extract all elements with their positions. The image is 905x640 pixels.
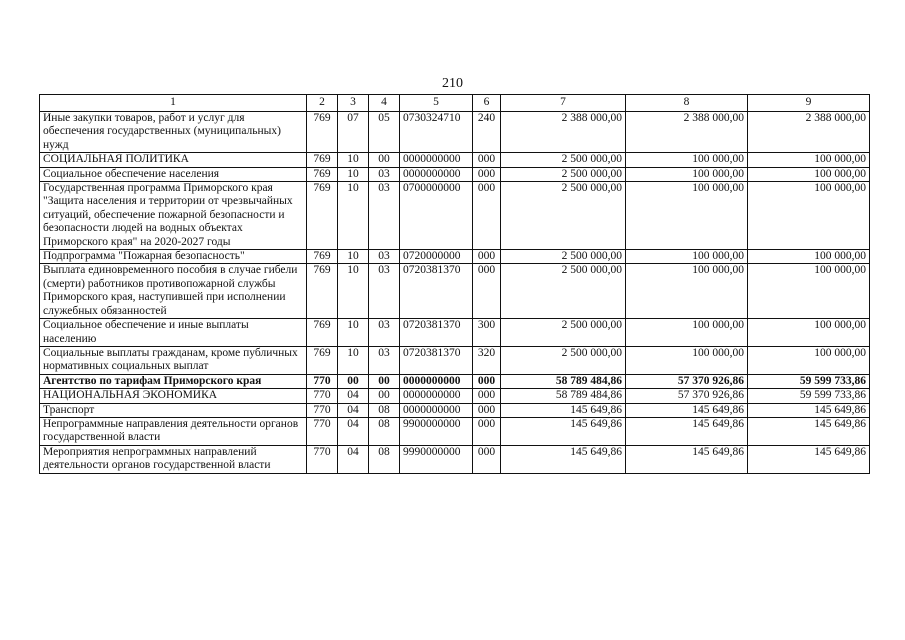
section-code: 10 xyxy=(338,167,369,181)
table-row xyxy=(40,389,870,403)
expense-type-code: 000 xyxy=(473,374,501,388)
expense-type-code: 320 xyxy=(473,346,501,374)
column-number-header xyxy=(40,95,870,112)
section-code: 07 xyxy=(338,112,369,153)
amount-year-2: 100 000,00 xyxy=(626,346,748,374)
amount-year-3: 100 000,00 xyxy=(748,153,870,167)
target-article-code: 0700000000 xyxy=(400,182,473,250)
column-header: 7 xyxy=(501,95,626,112)
budget-table xyxy=(39,94,870,474)
ministry-code: 769 xyxy=(307,167,338,181)
item-name: СОЦИАЛЬНАЯ ПОЛИТИКА xyxy=(40,153,307,167)
expense-type-code: 000 xyxy=(473,153,501,167)
target-article-code: 0730324710 xyxy=(400,112,473,153)
amount-year-1: 2 388 000,00 xyxy=(501,112,626,153)
amount-year-3: 100 000,00 xyxy=(748,346,870,374)
target-article-code: 9900000000 xyxy=(400,417,473,445)
expense-type-code: 000 xyxy=(473,389,501,403)
amount-year-3: 145 649,86 xyxy=(748,403,870,417)
amount-year-1: 2 500 000,00 xyxy=(501,319,626,347)
amount-year-2: 2 388 000,00 xyxy=(626,112,748,153)
subsection-code: 08 xyxy=(369,445,400,473)
ministry-code: 769 xyxy=(307,182,338,250)
ministry-code: 769 xyxy=(307,112,338,153)
amount-year-2: 100 000,00 xyxy=(626,319,748,347)
ministry-code: 769 xyxy=(307,346,338,374)
section-code: 04 xyxy=(338,445,369,473)
ministry-code: 769 xyxy=(307,319,338,347)
table-row xyxy=(40,153,870,167)
amount-year-1: 2 500 000,00 xyxy=(501,346,626,374)
amount-year-1: 2 500 000,00 xyxy=(501,167,626,181)
ministry-code: 769 xyxy=(307,250,338,264)
amount-year-1: 145 649,86 xyxy=(501,403,626,417)
column-header: 8 xyxy=(626,95,748,112)
ministry-code: 770 xyxy=(307,374,338,388)
subsection-code: 03 xyxy=(369,182,400,250)
subsection-code: 03 xyxy=(369,319,400,347)
ministry-code: 769 xyxy=(307,153,338,167)
amount-year-2: 100 000,00 xyxy=(626,167,748,181)
expense-type-code: 300 xyxy=(473,319,501,347)
target-article-code: 0000000000 xyxy=(400,403,473,417)
target-article-code: 0720381370 xyxy=(400,346,473,374)
amount-year-3: 100 000,00 xyxy=(748,319,870,347)
ministry-code: 770 xyxy=(307,445,338,473)
amount-year-1: 2 500 000,00 xyxy=(501,250,626,264)
item-name: Государственная программа Приморского края "Защита населения и территории от чрезвычайных ситуаций, обеспечение пожарной безопасности и безопасности людей на водных объектах Приморского края" на 2020-2027 годы xyxy=(40,182,307,250)
section-code: 04 xyxy=(338,389,369,403)
item-name: Социальное обеспечение населения xyxy=(40,167,307,181)
section-code: 10 xyxy=(338,264,369,319)
target-article-code: 0000000000 xyxy=(400,389,473,403)
target-article-code: 0000000000 xyxy=(400,374,473,388)
item-name: НАЦИОНАЛЬНАЯ ЭКОНОМИКА xyxy=(40,389,307,403)
item-name: Непрограммные направления деятельности органов государственной власти xyxy=(40,417,307,445)
item-name: Мероприятия непрограммных направлений деятельности органов государственной власти xyxy=(40,445,307,473)
amount-year-3: 100 000,00 xyxy=(748,250,870,264)
amount-year-3: 59 599 733,86 xyxy=(748,389,870,403)
amount-year-2: 100 000,00 xyxy=(626,153,748,167)
target-article-code: 0720381370 xyxy=(400,319,473,347)
section-code: 04 xyxy=(338,417,369,445)
ministry-code: 769 xyxy=(307,264,338,319)
item-name: Выплата единовременного пособия в случае гибели (смерти) работников противопожарной службы Приморского края, наступившей при исполнении служебных обязанностей xyxy=(40,264,307,319)
item-name: Агентство по тарифам Приморского края xyxy=(40,374,307,388)
table-row xyxy=(40,445,870,473)
expense-type-code: 000 xyxy=(473,403,501,417)
section-code: 10 xyxy=(338,319,369,347)
expense-type-code: 000 xyxy=(473,167,501,181)
amount-year-1: 145 649,86 xyxy=(501,417,626,445)
expense-type-code: 000 xyxy=(473,417,501,445)
section-code: 04 xyxy=(338,403,369,417)
amount-year-1: 2 500 000,00 xyxy=(501,264,626,319)
target-article-code: 0000000000 xyxy=(400,153,473,167)
section-code: 10 xyxy=(338,182,369,250)
amount-year-2: 100 000,00 xyxy=(626,250,748,264)
table-row xyxy=(40,167,870,181)
subsection-code: 03 xyxy=(369,346,400,374)
table-row xyxy=(40,346,870,374)
subsection-code: 03 xyxy=(369,250,400,264)
table-row xyxy=(40,250,870,264)
table-row xyxy=(40,403,870,417)
column-header: 4 xyxy=(369,95,400,112)
table-row xyxy=(40,417,870,445)
amount-year-2: 57 370 926,86 xyxy=(626,389,748,403)
item-name: Иные закупки товаров, работ и услуг для обеспечения государственных (муниципальных) нужд xyxy=(40,112,307,153)
section-code: 10 xyxy=(338,346,369,374)
amount-year-3: 100 000,00 xyxy=(748,182,870,250)
ministry-code: 770 xyxy=(307,417,338,445)
amount-year-3: 100 000,00 xyxy=(748,167,870,181)
target-article-code: 0000000000 xyxy=(400,167,473,181)
table-body xyxy=(40,112,870,474)
amount-year-3: 59 599 733,86 xyxy=(748,374,870,388)
subsection-code: 00 xyxy=(369,153,400,167)
column-header: 9 xyxy=(748,95,870,112)
section-code: 00 xyxy=(338,374,369,388)
ministry-code: 770 xyxy=(307,389,338,403)
column-header: 2 xyxy=(307,95,338,112)
expense-type-code: 240 xyxy=(473,112,501,153)
column-header: 6 xyxy=(473,95,501,112)
subsection-code: 00 xyxy=(369,374,400,388)
amount-year-3: 2 388 000,00 xyxy=(748,112,870,153)
target-article-code: 9990000000 xyxy=(400,445,473,473)
expense-type-code: 000 xyxy=(473,264,501,319)
expense-type-code: 000 xyxy=(473,445,501,473)
table-row xyxy=(40,319,870,347)
column-header: 1 xyxy=(40,95,307,112)
amount-year-3: 100 000,00 xyxy=(748,264,870,319)
amount-year-3: 145 649,86 xyxy=(748,445,870,473)
column-header: 3 xyxy=(338,95,369,112)
section-code: 10 xyxy=(338,250,369,264)
table-row xyxy=(40,112,870,153)
amount-year-1: 58 789 484,86 xyxy=(501,374,626,388)
subsection-code: 08 xyxy=(369,403,400,417)
column-header: 5 xyxy=(400,95,473,112)
table-row xyxy=(40,264,870,319)
subsection-code: 03 xyxy=(369,264,400,319)
page-number: 210 xyxy=(442,76,463,91)
table-row xyxy=(40,374,870,388)
table-row xyxy=(40,182,870,250)
expense-type-code: 000 xyxy=(473,250,501,264)
item-name: Подпрограмма "Пожарная безопасность" xyxy=(40,250,307,264)
amount-year-1: 2 500 000,00 xyxy=(501,182,626,250)
item-name: Социальное обеспечение и иные выплаты населению xyxy=(40,319,307,347)
target-article-code: 0720381370 xyxy=(400,264,473,319)
amount-year-2: 145 649,86 xyxy=(626,445,748,473)
amount-year-1: 2 500 000,00 xyxy=(501,153,626,167)
amount-year-2: 145 649,86 xyxy=(626,417,748,445)
ministry-code: 770 xyxy=(307,403,338,417)
amount-year-1: 145 649,86 xyxy=(501,445,626,473)
amount-year-2: 145 649,86 xyxy=(626,403,748,417)
subsection-code: 08 xyxy=(369,417,400,445)
amount-year-3: 145 649,86 xyxy=(748,417,870,445)
subsection-code: 03 xyxy=(369,167,400,181)
amount-year-2: 100 000,00 xyxy=(626,182,748,250)
expense-type-code: 000 xyxy=(473,182,501,250)
item-name: Социальные выплаты гражданам, кроме публичных нормативных социальных выплат xyxy=(40,346,307,374)
subsection-code: 05 xyxy=(369,112,400,153)
amount-year-2: 100 000,00 xyxy=(626,264,748,319)
amount-year-1: 58 789 484,86 xyxy=(501,389,626,403)
item-name: Транспорт xyxy=(40,403,307,417)
amount-year-2: 57 370 926,86 xyxy=(626,374,748,388)
section-code: 10 xyxy=(338,153,369,167)
target-article-code: 0720000000 xyxy=(400,250,473,264)
subsection-code: 00 xyxy=(369,389,400,403)
